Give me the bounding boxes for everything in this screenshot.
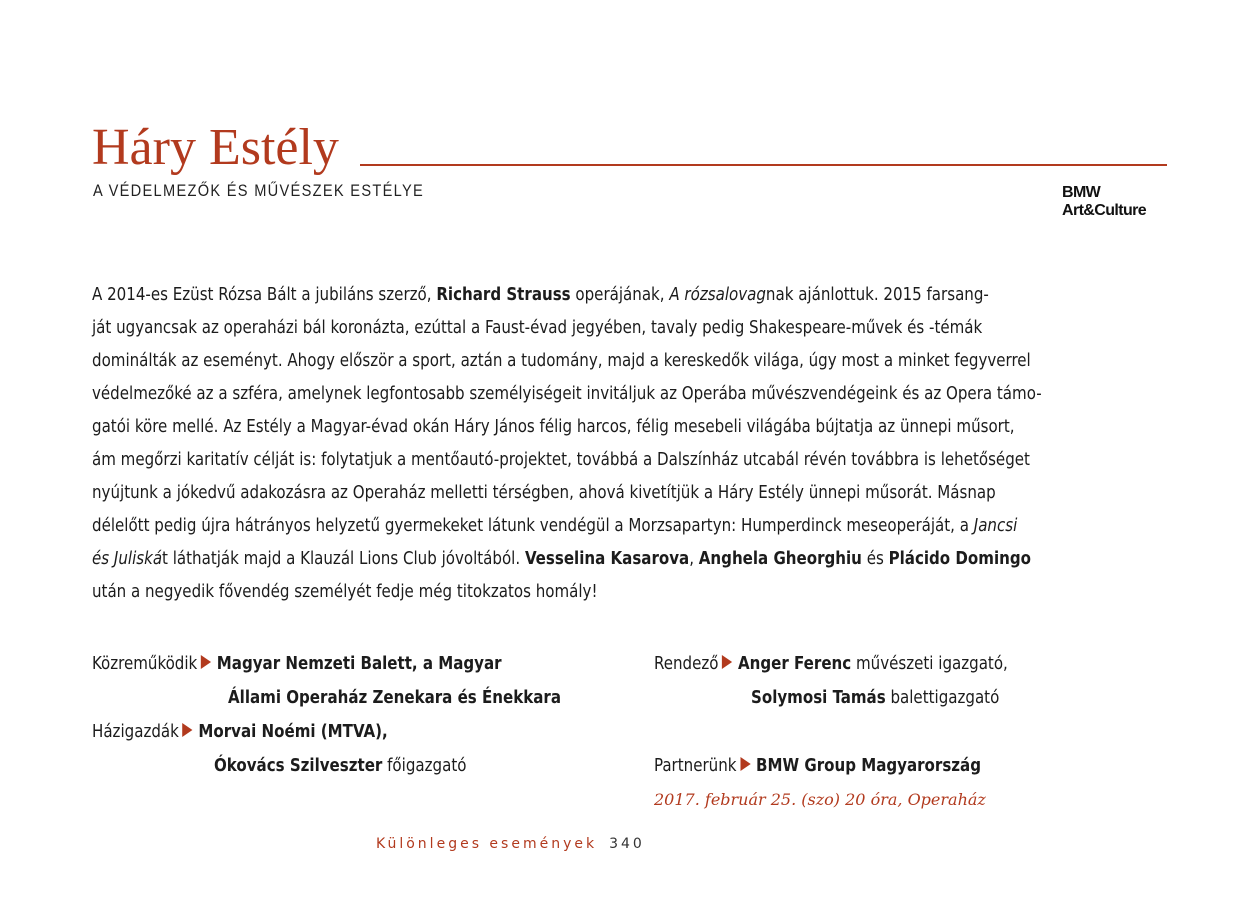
director-label: Rendező bbox=[654, 653, 719, 674]
composer-name: Richard Strauss bbox=[436, 284, 571, 305]
paragraph-line: védelmezőké az a szféra, amelynek legfontosabb személyiségeit invitáljuk az Operába művészvendégeink és az Opera támo- bbox=[92, 383, 1042, 404]
arrow-right-icon bbox=[183, 723, 193, 737]
event-date: 2017. február 25. (szo) 20 óra, Operaház bbox=[654, 790, 986, 809]
hosts-value: Ókovács Szilveszter bbox=[214, 755, 383, 776]
opera-title: és Juliská bbox=[92, 548, 163, 569]
title-divider bbox=[360, 164, 1167, 166]
partner-name: BMW Group Magyarország bbox=[756, 755, 982, 776]
opera-title: A rózsalovag bbox=[669, 284, 766, 305]
performers-label: Közreműködik bbox=[92, 653, 198, 674]
bmw-art-culture-logo bbox=[1062, 184, 1168, 220]
hosts-role: főigazgató bbox=[382, 755, 467, 776]
performers-value: Magyar Nemzeti Balett, a Magyar bbox=[216, 653, 502, 674]
performers-value: Állami Operaház Zenekara és Énekkara bbox=[228, 687, 562, 708]
page-title: Háry Estély bbox=[92, 119, 339, 176]
guest-name: Anghela Gheorghiu bbox=[698, 548, 862, 569]
paragraph-line: ám megőrzi karitatív célját is: folytatjuk a mentőautó-projektet, továbbá a Dalszínház utcabál révén továbbra is lehetőséget bbox=[92, 449, 1030, 470]
guest-name: Plácido Domingo bbox=[888, 548, 1031, 569]
arrow-right-icon bbox=[740, 757, 750, 771]
page-subtitle: A VÉDELMEZŐK ÉS MŰVÉSZEK ESTÉLYE bbox=[93, 181, 425, 200]
director-name: Solymosi Tamás bbox=[751, 687, 886, 708]
paragraph-line: ját ugyancsak az operaházi bál koronázta, ezúttal a Faust-évad jegyében, tavaly pedig Shakespeare-művek és -témák bbox=[92, 317, 983, 338]
paragraph-line: nyújtunk a jókedvű adakozásra az Operaház melletti térségben, ahová kivetítjük a Háry Estély ünnepi műsorát. Másnap bbox=[92, 482, 996, 503]
director-name: Anger Ferenc bbox=[738, 653, 852, 674]
paragraph-line: gatói köre mellé. Az Estély a Magyar-évad okán Háry János félig harcos, félig mesebeli világába bújtatja az ünnepi műsort, bbox=[92, 416, 1015, 437]
paragraph-line: és Juliskát láthatják majd a Klauzál Lions Club jóvoltából. Vesselina Kasarova, Anghela Gheorghiu és Plácido Domingo bbox=[92, 548, 1031, 569]
intro-paragraph bbox=[92, 278, 1162, 608]
hosts-label: Házigazdák bbox=[92, 721, 179, 742]
page-number: 340 bbox=[609, 836, 645, 852]
arrow-right-icon bbox=[722, 655, 732, 669]
hosts-value: Morvai Noémi (MTVA), bbox=[198, 721, 388, 742]
guest-name: Vesselina Kasarova bbox=[524, 548, 690, 569]
footer-section: Különleges események bbox=[376, 836, 598, 852]
director-role: balettigazgató bbox=[885, 687, 1000, 708]
paragraph-line: dominálták az eseményt. Ahogy először a sport, aztán a tudomány, majd a kereskedők világa, úgy most a minket fegyverrel bbox=[92, 350, 1031, 371]
credits-right bbox=[654, 647, 1034, 817]
paragraph-line: délelőtt pedig újra hátrányos helyzetű gyermekeket látunk vendégül a Morzsapartyn: Humperdinck meseoperáját, a Jancsi bbox=[92, 515, 1018, 536]
credits-left bbox=[92, 647, 586, 783]
director-role: művészeti igazgató, bbox=[851, 653, 1008, 674]
page-footer bbox=[376, 836, 645, 852]
logo-line-2: Art&Culture bbox=[1062, 202, 1147, 219]
paragraph-line: A 2014-es Ezüst Rózsa Bált a jubiláns szerző, Richard Strauss operájának, A rózsalovagnak ajánlottuk. 2015 farsang- bbox=[92, 284, 989, 305]
arrow-right-icon bbox=[201, 655, 211, 669]
opera-title: Jancsi bbox=[973, 515, 1018, 536]
partner-label: Partnerünk bbox=[654, 755, 737, 776]
logo-line-1: BMW bbox=[1062, 184, 1101, 201]
paragraph-line: után a negyedik fővendég személyét fedje még titokzatos homály! bbox=[92, 581, 598, 602]
